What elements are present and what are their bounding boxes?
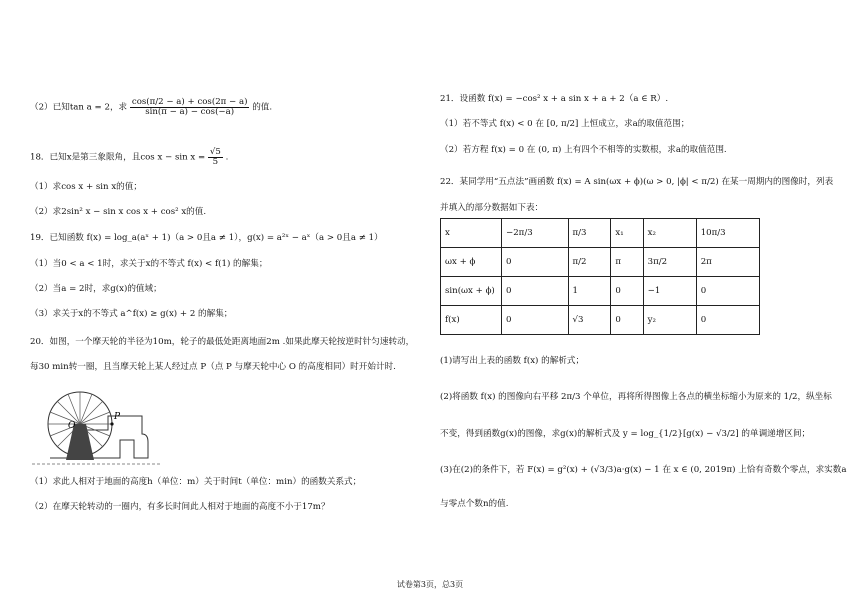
table-row	[441, 277, 760, 306]
q21-part1: （1）若不等式 f(x) < 0 在 [0, π/2] 上恒成立，求a的取值范围；	[440, 119, 690, 129]
table-cell: −2π/3	[502, 219, 569, 248]
table-cell: π/2	[568, 248, 611, 277]
q18-fraction-den: 5	[212, 156, 219, 167]
q17-fraction	[130, 98, 250, 116]
table-cell: 1	[568, 277, 611, 306]
table-cell: 0	[502, 248, 569, 277]
table-cell: ωx + ϕ	[441, 248, 502, 277]
figure-label-o: O	[68, 421, 76, 431]
table-cell: 0	[502, 306, 569, 335]
q18-text: 18．已知x是第三象限角，且cos x − sin x =	[30, 152, 206, 163]
q17-part2-text: （2）已知tan a = 2，求	[30, 102, 128, 113]
table-cell: 0	[696, 277, 759, 306]
table-cell: π	[611, 248, 643, 277]
table-cell: 2π	[696, 248, 759, 277]
q22-part2-line2: 不变，得到函数g(x)的图像，求g(x)的解析式及 y = log_{1/2}[g(x) − √3/2] 的单调递增区间；	[440, 429, 811, 439]
table-row	[441, 306, 760, 335]
q22-stem-line1: 22．某同学用“五点法”画函数 f(x) = A sin(ωx + ϕ)(ω > 0, |ϕ| < π/2) 在某一周期内的图像时，列表	[440, 177, 834, 187]
q18-period: .	[225, 152, 229, 163]
table-cell: x₁	[611, 219, 643, 248]
q22-part1: (1)请写出上表的函数 f(x) 的解析式；	[440, 356, 585, 366]
q21-stem: 21．设函数 f(x) = −cos² x + a sin x + a + 2（a ∈ R）.	[440, 94, 669, 104]
q18-part2: （2）求2sin² x − sin x cos x + cos² x的值.	[30, 207, 207, 217]
table-cell: sin(ωx + ϕ)	[441, 277, 502, 306]
figure-label-p: P	[114, 412, 121, 422]
q22-part3-line2: 与零点个数n的值.	[440, 499, 509, 509]
q22-stem-line2: 并填入的部分数据如下表：	[440, 203, 544, 213]
q19-part1: （1）当0 < a < 1时，求关于x的不等式 f(x) < f(1) 的解集；	[30, 259, 268, 269]
q22-part2-line1: (2)将函数 f(x) 的图像向右平移 2π/3 个单位，再将所得图像上各点的横坐标缩小为原来的 1/2，纵坐标	[440, 392, 832, 402]
q18-fraction	[208, 148, 223, 166]
q17-fraction-num: cos(π/2 − a) + cos(2π − a)	[131, 97, 248, 107]
ferris-wheel-figure	[30, 388, 165, 466]
q18-part1: （1）求cos x + sin x的值；	[30, 182, 142, 192]
table-cell: x	[441, 219, 502, 248]
q19-part2: （2）当a = 2时，求g(x)的值域；	[30, 284, 162, 294]
table-cell: π/3	[568, 219, 611, 248]
table-row	[441, 219, 760, 248]
q17-fraction-den: sin(π − a) − cos(−a)	[145, 106, 235, 117]
q22-part3-line1: (3)在(2)的条件下，若 F(x) = g²(x) + (√3/3)a·g(x) − 1 在 x ∈ (0, 2019π) 上恰有奇数个零点，求实数a	[440, 465, 847, 475]
q20-part2: （2）在摩天轮转动的一圈内，有多长时间此人相对于地面的高度不小于17m？	[30, 502, 330, 512]
table-cell: x₂	[643, 219, 696, 248]
table-cell: 0	[696, 306, 759, 335]
table-cell: 0	[502, 277, 569, 306]
table-cell: y₂	[643, 306, 696, 335]
q19-part3: （3）求关于x的不等式 a^f(x) ≥ g(x) + 2 的解集；	[30, 309, 233, 319]
table-cell: f(x)	[441, 306, 502, 335]
q20-part1: （1）求此人相对于地面的高度h（单位：m）关于时间t（单位：min）的函数关系式；	[30, 477, 362, 487]
table-cell: 0	[611, 306, 643, 335]
table-cell: 0	[611, 277, 643, 306]
q18-stem	[30, 148, 228, 166]
table-row	[441, 248, 760, 277]
q20-stem-line2: 每30 min转一圈，且当摩天轮上某人经过点 P（点 P 与摩天轮中心 O 的高度相同）时开始计时.	[30, 362, 396, 372]
q21-part2: （2）若方程 f(x) = 0 在 (0, π) 上有四个不相等的实数根，求a的取值范围.	[440, 145, 727, 155]
q18-fraction-num: √5	[209, 147, 221, 157]
q19-stem: 19．已知函数 f(x) = log_a(aˣ + 1)（a > 0且a ≠ 1），g(x) = a²ˣ − aˣ（a > 0且a ≠ 1）	[30, 233, 383, 243]
q17-part2-end: 的值.	[252, 102, 273, 113]
five-point-table	[440, 218, 760, 335]
q20-stem-line1: 20．如图，一个摩天轮的半径为10m，轮子的最低处距离地面2m .如果此摩天轮按逆时针匀速转动，	[30, 337, 415, 347]
table-cell: 10π/3	[696, 219, 759, 248]
page-footer: 试卷第3页，总3页	[396, 580, 464, 589]
q17-part2	[30, 98, 272, 116]
table-cell: −1	[643, 277, 696, 306]
table-cell: 3π/2	[643, 248, 696, 277]
table-cell: √3	[568, 306, 611, 335]
